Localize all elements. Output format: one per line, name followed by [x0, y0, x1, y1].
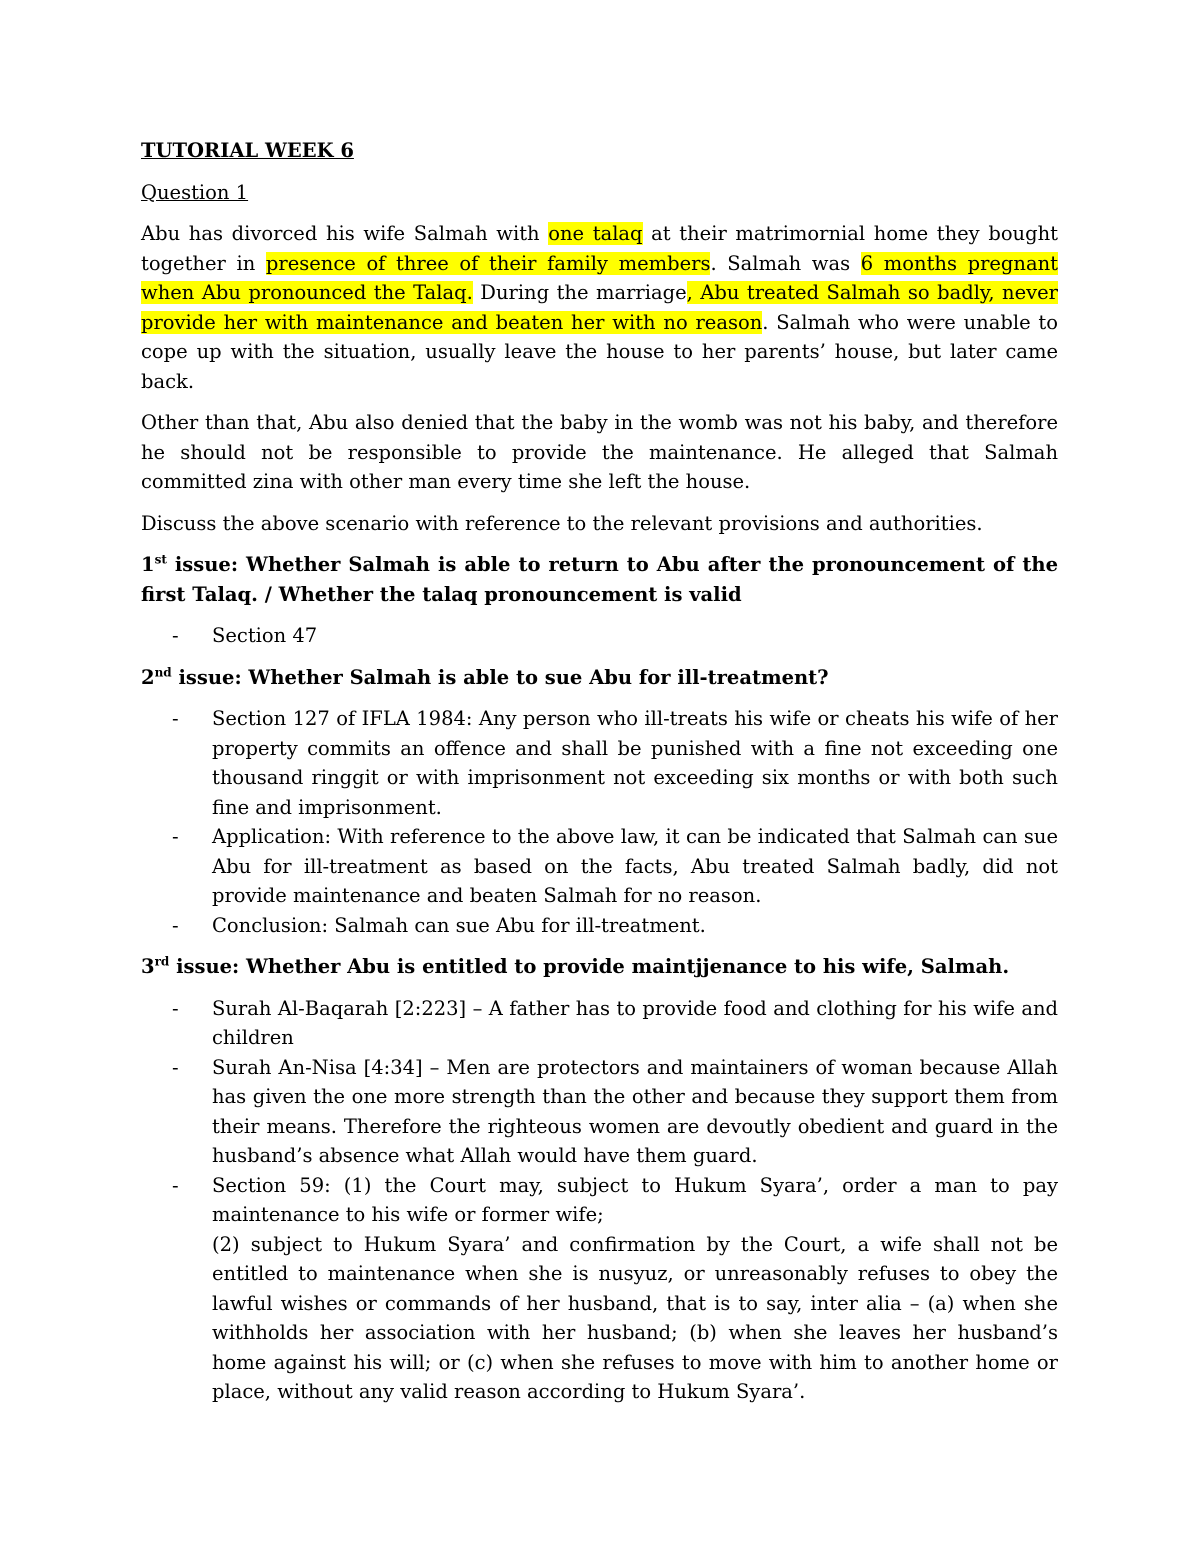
- scenario-paragraph-1: [141, 219, 1058, 396]
- dash-bullet: -: [172, 707, 179, 730]
- dash-bullet: -: [172, 1173, 179, 1197]
- document-page: [141, 136, 1058, 1419]
- list-item: [141, 822, 1058, 911]
- text-run: Abu has divorced his wife Salmah with: [141, 222, 549, 245]
- list-item: [141, 911, 1058, 941]
- dash-bullet: -: [172, 996, 179, 1020]
- issue-1-points: [141, 621, 1058, 651]
- issue-heading-3: [141, 952, 1058, 982]
- issue-ordinal: 1: [141, 553, 155, 576]
- document-title: TUTORIAL WEEK 6: [141, 139, 354, 162]
- issue-ordinal: 3: [141, 955, 155, 978]
- question-label: Question 1: [141, 180, 249, 204]
- ordinal-suffix: rd: [154, 954, 170, 969]
- point-text: Section 47: [212, 624, 318, 647]
- highlighted-text: presence of three of their family members: [265, 251, 711, 275]
- issue-3-points: [141, 994, 1058, 1407]
- point-text: Surah Al-Baqarah [2:223] – A father has to provide food and clothing for his wife and children: [212, 996, 1058, 1049]
- point-text: Surah An-Nisa [4:34] – Men are protectors and maintainers of woman because Allah has given the one more strength than the other and because they support them from their means. Therefore the righteous women are devoutly obedient and guard in the husband’s absence what Allah would have them guard.: [212, 1055, 1058, 1167]
- highlighted-text: one talaq: [548, 222, 643, 245]
- issue-text: issue: Whether Abu is entitled to provide maintjjenance to his wife, Salmah.: [169, 955, 1010, 978]
- issue-text: issue: Whether Salmah is able to return to Abu after the pronouncement of the first Talaq. / Whether the talaq pronouncement is valid: [141, 553, 1058, 606]
- list-item: [141, 1171, 1058, 1407]
- text-run: at their matrimornial home they bought together in: [141, 222, 1058, 275]
- instruction-paragraph: Discuss the above scenario with reference to the relevant provisions and authorities.: [141, 511, 983, 535]
- dash-bullet: -: [172, 825, 179, 848]
- issue-ordinal: 2: [141, 665, 155, 689]
- issue-heading-1: [141, 550, 1058, 609]
- point-text: Section 127 of IFLA 1984: Any person who ill-treats his wife or cheats his wife of her property commits an offence and shall be punished with a fine not exceeding one thousand ringgit or with imprisonment not exceeding six months or with both such fine and imprisonment.: [212, 707, 1058, 819]
- dash-bullet: -: [172, 913, 179, 937]
- list-item: [141, 621, 1058, 651]
- list-item: [141, 994, 1058, 1053]
- section-59-part-2: (2) subject to Hukum Syara’ and confirmation by the Court, a wife shall not be entitled to maintenance when she is nusyuz, or unreasonably refuses to obey the lawful wishes or commands of her husband, that is to say, inter alia – (a) when she withholds her association with her husband; (b) when she leaves her husband’s home against his will; or (c) when she refuses to move with him to another home or place, without any valid reason according to Hukum Syara’.: [212, 1232, 1058, 1403]
- issue-text: issue: Whether Salmah is able to sue Abu for ill-treatment?: [171, 665, 829, 689]
- ordinal-suffix: nd: [154, 665, 172, 679]
- point-text: Conclusion: Salmah can sue Abu for ill-treatment.: [212, 913, 706, 937]
- list-item: [141, 704, 1058, 822]
- scenario-paragraph-2: Other than that, Abu also denied that the baby in the womb was not his baby, and therefore he should not be responsible to provide the maintenance. He alleged that Salmah committed zina with other man every time she left the house.: [141, 411, 1058, 493]
- highlighted-text: 6 months pregnant when Abu pronounced the Talaq.: [141, 251, 1058, 304]
- ordinal-suffix: st: [154, 552, 167, 567]
- point-text: Application: With reference to the above law, it can be indicated that Salmah can sue Abu for ill-treatment as based on the facts, Abu treated Salmah badly, did not provide maintenance and beaten Salmah for no reason.: [212, 825, 1058, 907]
- highlighted-text: , Abu treated Salmah so badly, never provide her with maintenance and beaten her with no reason: [141, 281, 1058, 334]
- issue-2-points: [141, 704, 1058, 940]
- text-run: During the marriage: [472, 281, 687, 304]
- dash-bullet: -: [172, 624, 179, 647]
- issue-heading-2: [141, 663, 1058, 693]
- text-run: . Salmah who were unable to cope up with the situation, usually leave the house to her parents’ house, but later came back.: [141, 310, 1058, 393]
- section-59-part-1: Section 59: (1) the Court may, subject to Hukum Syara’, order a man to pay maintenance to his wife or former wife;: [212, 1173, 1058, 1226]
- dash-bullet: -: [172, 1055, 179, 1079]
- list-item: [141, 1053, 1058, 1171]
- text-run: . Salmah was: [710, 251, 861, 275]
